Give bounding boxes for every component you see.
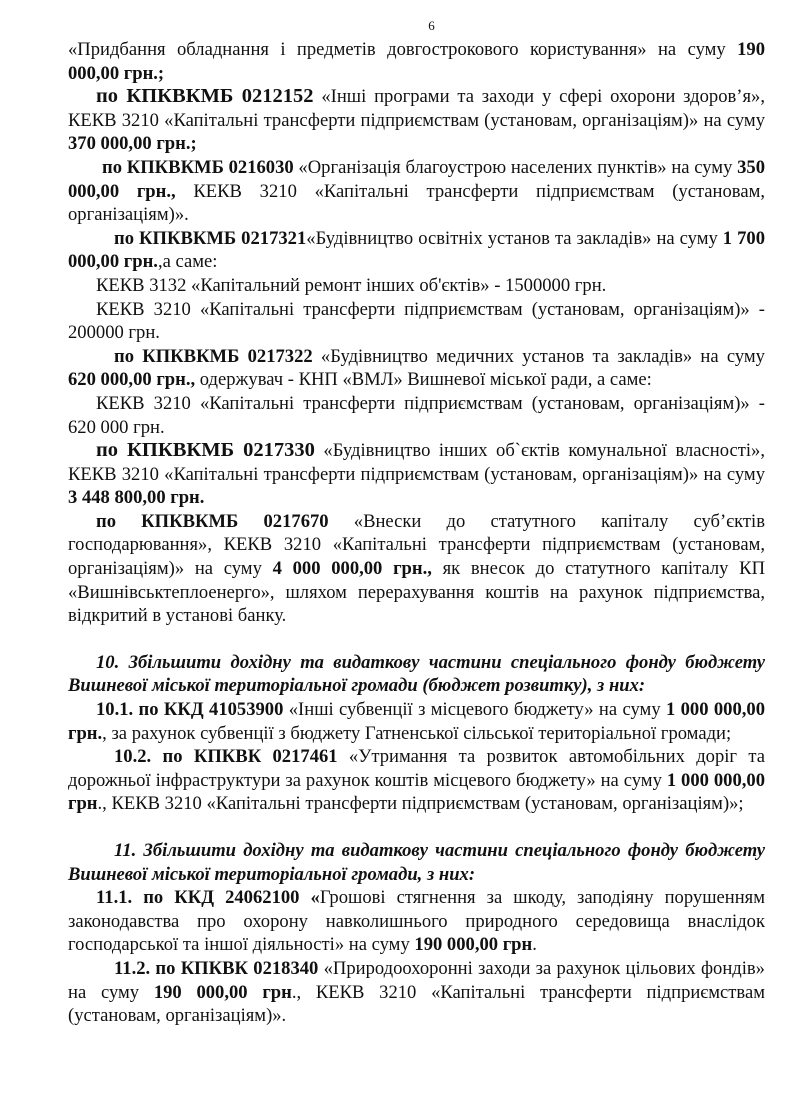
budget-code: по КПКВКМБ 0217322 xyxy=(114,345,313,367)
budget-code: по КПКВКМБ 0212152 xyxy=(96,85,314,108)
paragraph-text: «Утримання та розвиток автомобільних доріг та дорожньої інфраструктури за рахунок коштів місцевого бюджету» на суму xyxy=(68,746,765,791)
document-page xyxy=(68,18,765,1028)
budget-code: по КПКВКМБ 0216030 xyxy=(102,156,294,178)
amount: 1 000 000,00 грн. xyxy=(68,699,765,744)
paragraph-text: КЕКВ 3210 «Капітальні трансферти підприємствам (установам, організаціям)». xyxy=(68,180,765,226)
budget-code: 10.1. по ККД 41053900 xyxy=(96,699,284,721)
amount: 1 000 000,00 грн xyxy=(68,769,766,815)
budget-code: по КПКВКМБ 0217330 xyxy=(96,439,315,462)
paragraph-text: ,а саме: xyxy=(157,251,218,273)
paragraph-text: «Природоохоронні заходи за рахунок цільових фондів» на суму xyxy=(68,957,765,1003)
amount: 190 000,00 грн xyxy=(153,981,292,1003)
item-11-1 xyxy=(68,886,765,957)
amount: 190 000,00 грн xyxy=(414,934,533,956)
paragraph-text: . xyxy=(532,934,537,956)
budget-code: 11.1. по ККД 24062100 « xyxy=(96,887,320,909)
budget-code: по КПКВКМБ 0217321 xyxy=(114,227,307,249)
paragraph-text: , за рахунок субвенції з бюджету Гатненської сільської територіальної громади; xyxy=(102,722,732,744)
paragraph-text: ., КЕКВ 3210 «Капітальні трансферти підприємствам (установам, організаціям)». xyxy=(68,981,765,1027)
item-10-2 xyxy=(68,745,765,816)
paragraph-text: «Будівництво медичних установ та закладів» на суму xyxy=(312,345,765,367)
paragraph-kpkvkmb-0217670 xyxy=(68,510,765,628)
paragraph-text: одержувач - КНП «ВМЛ» Вишневої міської ради, а саме: xyxy=(195,369,652,391)
paragraph-kpkvkmb-0217330 xyxy=(68,439,765,510)
paragraph-text: «Будівництво освітніх установ та закладів» на суму xyxy=(306,227,723,249)
amount: 3 448 800,00 грн. xyxy=(68,487,205,509)
paragraph-text: Грошові стягнення за шкоду, заподіяну порушенням законодавства про охорону навколишнього природного середовища внаслідок господарської та іншої діяльності» на суму xyxy=(68,887,765,956)
paragraph-text: «Будівництво інших об`єктів комунальної власності», КЕКВ 3210 «Капітальні трансферти підприємствам (установам, організаціям)» на суму xyxy=(68,440,765,485)
paragraph-text: «Організація благоустрою населених пунктів» на суму xyxy=(293,156,738,178)
paragraph-kekv-3210: КЕКВ 3210 «Капітальні трансферти підприємствам (установам, організаціям)» - 200000 грн. xyxy=(68,298,765,344)
paragraph-text: як внесок до статутного капіталу КП «Вишнівськтеплоенерго», шляхом перерахування коштів на рахунок підприємства, відкритий в установі банку. xyxy=(68,558,765,627)
spacer xyxy=(68,628,765,651)
paragraph-text: «Інші субвенції з місцевого бюджету» на суму xyxy=(283,699,666,721)
paragraph-kpkvkmb-0216030 xyxy=(68,156,765,227)
amount: 370 000,00 грн.; xyxy=(68,133,197,155)
budget-code: 11.2. по КПКВК 0218340 xyxy=(114,957,319,979)
amount: 620 000,00 грн., xyxy=(68,369,196,391)
amount: 190 000,00 грн.; xyxy=(68,39,765,84)
page-number: 6 xyxy=(428,18,435,33)
item-10-1 xyxy=(68,698,765,745)
budget-code: 10.2. по КПКВК 0217461 xyxy=(114,746,338,768)
section-10-heading: 10. Збільшити дохідну та видаткову частини спеціального фонду бюджету Вишневої міської територіальної громади (бюджет розвитку), з них: xyxy=(68,651,765,697)
item-11-2 xyxy=(68,957,765,1028)
paragraph-text: «Внески до статутного капіталу суб’єктів господарювання», КЕКВ 3210 «Капітальні трансферти підприємствам (установам, організаціям)» на суму xyxy=(68,510,765,580)
paragraph-kpkvkmb-0212152 xyxy=(68,85,765,156)
paragraph-equipment-purchase xyxy=(68,38,765,85)
section-11-heading: 11. Збільшити дохідну та видаткову частини спеціального фонду бюджету Вишневої міської територіальної громади, з них: xyxy=(68,840,765,885)
paragraph-kpkvkmb-0217321 xyxy=(68,227,765,274)
amount: 4 000 000,00 грн., xyxy=(272,558,432,580)
paragraph-kpkvkmb-0217322 xyxy=(68,345,765,392)
amount: 350 000,00 грн., xyxy=(68,156,765,202)
paragraph-text: ., КЕКВ 3210 «Капітальні трансферти підприємствам (установам, організаціям)»; xyxy=(97,793,744,815)
paragraph-kekv-3132: КЕКВ 3132 «Капітальний ремонт інших об'єктів» - 1500000 грн. xyxy=(96,274,607,296)
paragraph-text: «Інші програми та заходи у сфері охорони здоров’я», КЕКВ 3210 «Капітальні трансферти підприємствам (установам, організаціям)» на суму xyxy=(68,86,765,131)
budget-code: по КПКВКМБ 0217670 xyxy=(96,510,329,532)
amount: 1 700 000,00 грн. xyxy=(68,227,765,273)
paragraph-kekv-3210-medical: КЕКВ 3210 «Капітальні трансферти підприємствам (установам, організаціям)» - 620 000 грн. xyxy=(68,392,765,438)
paragraph-text: «Придбання обладнання і предметів довгострокового користування» на суму xyxy=(68,39,738,60)
spacer xyxy=(68,816,765,839)
